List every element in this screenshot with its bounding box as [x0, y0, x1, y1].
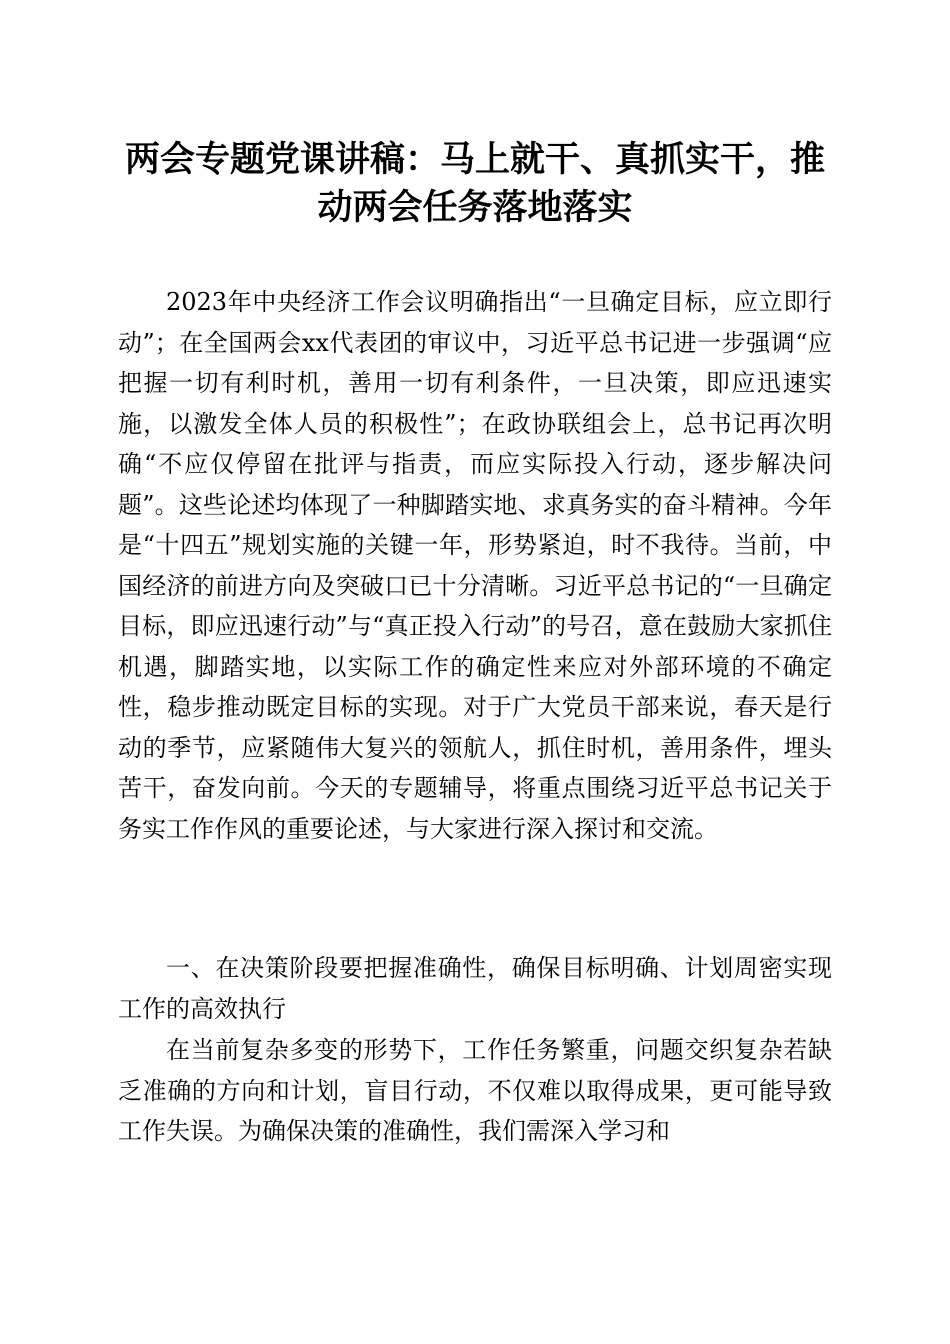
intro-paragraph: 2023年中央经济工作会议明确指出“一旦确定目标，应立即行动”；在全国两会xx代表团的审议中，习近平总书记进一步强调“应把握一切有利时机，善用一切有利条件，一旦决策，即应迅速实施，以激发全体人员的积极性”；在政协联组会上，总书记再次明确“不应仅停留在批评与指责，而应实际投入行动，逐步解决问题”。这些论述均体现了一种脚踏实地、求真务实的奋斗精神。今年是“十四五”规划实施的关键一年，形势紧迫，时不我待。当前，中国经济的前进方向及突破口已十分清晰。习近平总书记的“一旦确定目标，即应迅速行动”与“真正投入行动”的号召，意在鼓励大家抓住机遇，脚踏实地，以实际工作的确定性来应对外部环境的不确定性，稳步推动既定目标的实现。对于广大党员干部来说，春天是行动的季节，应紧随伟大复兴的领航人，抓住时机，善用条件，埋头苦干，奋发向前。今天的专题辅导，将重点围绕习近平总书记关于务实工作作风的重要论述，与大家进行深入探讨和交流。: [118, 288, 832, 843]
document-title: 两会专题党课讲稿：马上就干、真抓实干，推动两会任务落地落实: [124, 140, 825, 228]
section-1-heading: 一、在决策阶段要把握准确性，确保目标明确、计划周密实现工作的高效执行: [118, 954, 832, 1023]
section-1-paragraph: 在当前复杂多变的形势下，工作任务繁重，问题交织复杂若缺乏准确的方向和计划，盲目行动，不仅难以取得成果，更可能导致工作失误。为确保决策的准确性，我们需深入学习和: [118, 1036, 832, 1145]
